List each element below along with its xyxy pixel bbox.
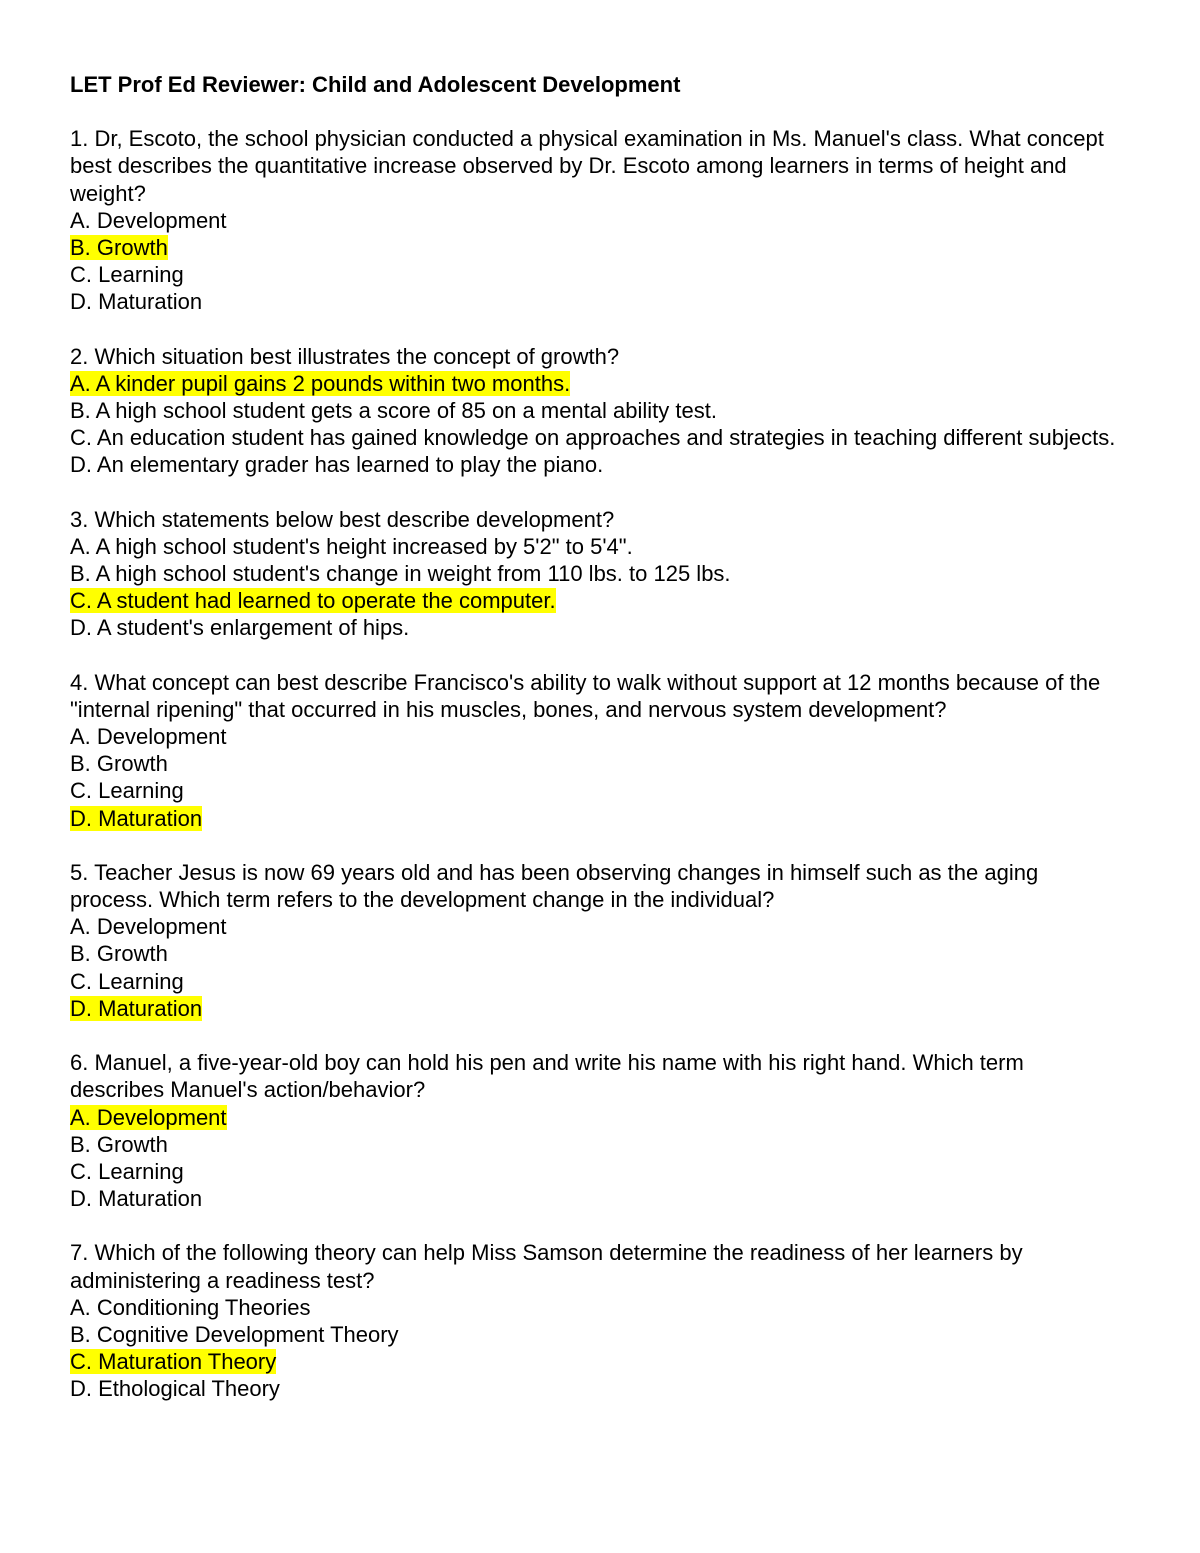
question-text: 3. Which statements below best describe development?: [70, 506, 615, 532]
correct-answer-option: [70, 234, 1120, 261]
question-text: 2. Which situation best illustrates the concept of growth?: [70, 343, 620, 369]
question-3: [70, 506, 1120, 642]
correct-answer-option: [70, 805, 1120, 832]
answer-options: [70, 370, 1120, 479]
option-label: A. A kinder pupil gains 2 pounds within two months.: [70, 370, 571, 396]
correct-answer-option: [70, 1348, 1120, 1375]
question-text: 1. Dr, Escoto, the school physician conducted a physical examination in Ms. Manuel's class. What concept best describes the quantitative increase observed by Dr. Escoto among learners in terms of height and weight?: [70, 126, 1104, 206]
option-label: C. Maturation Theory: [70, 1349, 277, 1375]
option-label: B. Growth: [70, 235, 168, 261]
answer-option: [70, 777, 1120, 804]
option-label: B. A high school student gets a score of 85 on a mental ability test.: [70, 398, 717, 424]
answer-option: [70, 261, 1120, 288]
answer-option: [70, 1321, 1120, 1348]
option-label: D. An elementary grader has learned to play the piano.: [70, 452, 604, 478]
question-7: [70, 1239, 1120, 1402]
correct-answer-option: [70, 587, 1120, 614]
option-label: C. A student had learned to operate the computer.: [70, 588, 556, 614]
option-label: C. Learning: [70, 1158, 184, 1184]
correct-answer-option: [70, 370, 1120, 397]
option-label: D. Maturation: [70, 289, 203, 315]
answer-option: [70, 913, 1120, 940]
option-label: B. Cognitive Development Theory: [70, 1321, 399, 1347]
answer-option: [70, 533, 1120, 560]
answer-options: [70, 1104, 1120, 1213]
answer-option: [70, 424, 1120, 451]
option-label: C. Learning: [70, 262, 184, 288]
question-2: [70, 343, 1120, 479]
answer-option: [70, 940, 1120, 967]
option-label: B. Growth: [70, 751, 168, 777]
answer-option: [70, 750, 1120, 777]
answer-option: [70, 451, 1120, 478]
answer-option: [70, 614, 1120, 641]
answer-option: [70, 1131, 1120, 1158]
answer-options: [70, 913, 1120, 1022]
option-label: A. A high school student's height increased by 5'2" to 5'4".: [70, 533, 633, 559]
question-5: [70, 859, 1120, 1022]
option-label: D. Maturation: [70, 805, 203, 831]
answer-option: [70, 288, 1120, 315]
answer-options: [70, 1294, 1120, 1403]
correct-answer-option: [70, 995, 1120, 1022]
option-label: B. A high school student's change in weight from 110 lbs. to 125 lbs.: [70, 561, 731, 587]
correct-answer-option: [70, 1104, 1120, 1131]
option-label: A. Development: [70, 1104, 227, 1130]
option-label: C. Learning: [70, 968, 184, 994]
question-text: 7. Which of the following theory can help Miss Samson determine the readiness of her learners by administering a readiness test?: [70, 1240, 1023, 1293]
answer-option: [70, 207, 1120, 234]
question-text: 4. What concept can best describe Francisco's ability to walk without support at 12 months because of the "internal ripening" that occurred in his muscles, bones, and nervous system development?: [70, 669, 1101, 722]
answer-options: [70, 207, 1120, 316]
answer-option: [70, 1375, 1120, 1402]
option-label: C. An education student has gained knowledge on approaches and strategies in teaching different subjects.: [70, 425, 1116, 451]
option-label: C. Learning: [70, 778, 184, 804]
option-label: A. Development: [70, 724, 227, 750]
option-label: D. A student's enlargement of hips.: [70, 615, 410, 641]
question-list: [70, 125, 1120, 1402]
answer-option: [70, 1185, 1120, 1212]
option-label: B. Growth: [70, 1131, 168, 1157]
option-label: D. Ethological Theory: [70, 1376, 280, 1402]
option-label: A. Development: [70, 914, 227, 940]
document-title: LET Prof Ed Reviewer: Child and Adolescent Development: [70, 72, 681, 97]
question-1: [70, 125, 1120, 315]
option-label: D. Maturation: [70, 995, 203, 1021]
answer-option: [70, 1158, 1120, 1185]
option-label: B. Growth: [70, 941, 168, 967]
answer-options: [70, 533, 1120, 642]
answer-option: [70, 968, 1120, 995]
answer-option: [70, 397, 1120, 424]
question-4: [70, 669, 1120, 832]
question-6: [70, 1049, 1120, 1212]
option-label: A. Conditioning Theories: [70, 1294, 311, 1320]
answer-options: [70, 723, 1120, 832]
question-text: 5. Teacher Jesus is now 69 years old and has been observing changes in himself such as the aging process. Which term refers to the development change in the individual?: [70, 859, 1039, 913]
option-label: D. Maturation: [70, 1186, 203, 1212]
question-text: 6. Manuel, a five-year-old boy can hold his pen and write his name with his right hand. Which term describes Manuel's action/behavior?: [70, 1050, 1024, 1103]
answer-option: [70, 723, 1120, 750]
answer-option: [70, 560, 1120, 587]
answer-option: [70, 1294, 1120, 1321]
option-label: A. Development: [70, 207, 227, 233]
